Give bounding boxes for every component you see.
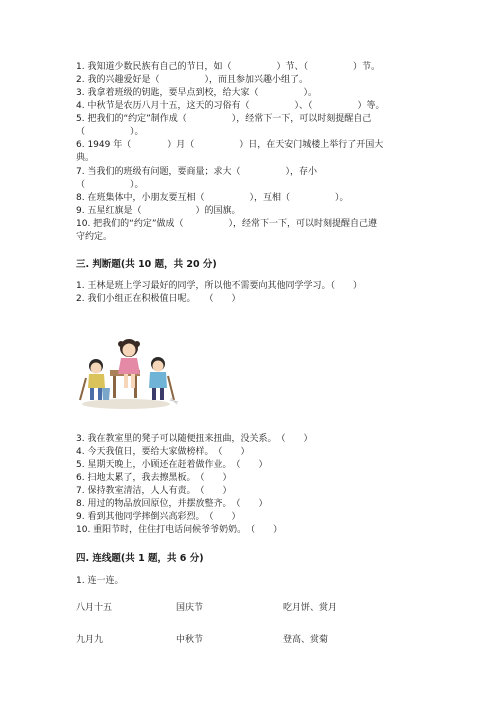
fill-in-line: 8. 在班集体中，小朋友要互相（ ），互相（ ）。 [76, 193, 349, 203]
connect-right-item[interactable]: 登高、赏菊 [283, 635, 329, 645]
judge-item: 3. 我在教室里的凳子可以随便扭来扭曲，没关系。 （ ） [76, 434, 313, 444]
judge-item: 10. 重阳节时，住住打电话问候爷爷奶奶。 （ ） [76, 525, 283, 535]
connect-intro: 1. 连一连。 [76, 576, 124, 586]
connect-left-item[interactable]: 八月十五 [76, 603, 113, 613]
section-heading-connect: 四. 连线题(共 1 题，共 6 分) [76, 553, 204, 564]
connect-middle-item[interactable]: 中秋节 [176, 635, 204, 645]
judge-item: 1. 王林是班上学习最好的同学，所以他不需要向其他同学学习。（ ） [76, 281, 362, 291]
fill-in-line: 10. 把我们的“约定”做成（ ），经常下一下，可以时刻提醒自己遵 [76, 219, 378, 229]
fill-in-line: 3. 我拿着班级的钥匙，要早点到校，给大家（ ）。 [76, 88, 317, 98]
fill-in-line: 7. 当我们的班级有问题，要商量；求大（ ），存小 [76, 167, 317, 177]
judge-item: 4. 今天我值日，要给大家做榜样。 （ ） [76, 447, 250, 457]
connect-right-item[interactable]: 吃月饼、赏月 [283, 603, 338, 613]
judge-item: 2. 我们小组正在积极值日呢。 （ ） [76, 294, 241, 304]
judge-item: 6. 扫地太累了，我去擦黑板。 （ ） [76, 473, 232, 483]
fill-in-line: 6. 1949 年（ ）月（ ）日，在天安门城楼上举行了开国大 [76, 140, 384, 150]
fill-in-line: 守约定。 [76, 232, 113, 242]
fill-in-line: 5. 把我们的“约定”制作成（ ），经常下一下，可以时刻提醒自己 [76, 114, 372, 124]
fill-in-line: （ ）。 [76, 127, 144, 137]
fill-in-line: 4. 中秋节是农历八月十五，这天的习俗有（ ）、（ ）等。 [76, 101, 385, 111]
judge-item: 9. 看到其他同学摔倒兴高彩烈。 （ ） [76, 512, 241, 522]
fill-in-line: 9. 五星红旗是（ ）的国旗。 [76, 206, 241, 216]
children-cleaning-illustration [74, 330, 178, 412]
fill-in-line: （ ）。 [76, 180, 144, 190]
judge-item: 7. 保持教室清洁，人人有责。 （ ） [76, 486, 232, 496]
judge-item: 8. 用过的物品放回原位，并摆放整齐。 （ ） [76, 499, 268, 509]
connect-left-item[interactable]: 九月九 [76, 635, 104, 645]
fill-in-line: 2. 我的兴趣爱好是（ ），而且参加兴趣小组了。 [76, 75, 308, 85]
fill-in-line: 典。 [76, 153, 95, 163]
connect-middle-item[interactable]: 国庆节 [176, 603, 204, 613]
section-heading-judge: 三. 判断题(共 10 题，共 20 分) [76, 259, 217, 270]
fill-in-line: 1. 我知道少数民族有自己的节日，如（ ）节、（ ）节。 [76, 62, 380, 72]
judge-item: 5. 星期天晚上，小顾还在赶着做作业。 （ ） [76, 460, 268, 470]
